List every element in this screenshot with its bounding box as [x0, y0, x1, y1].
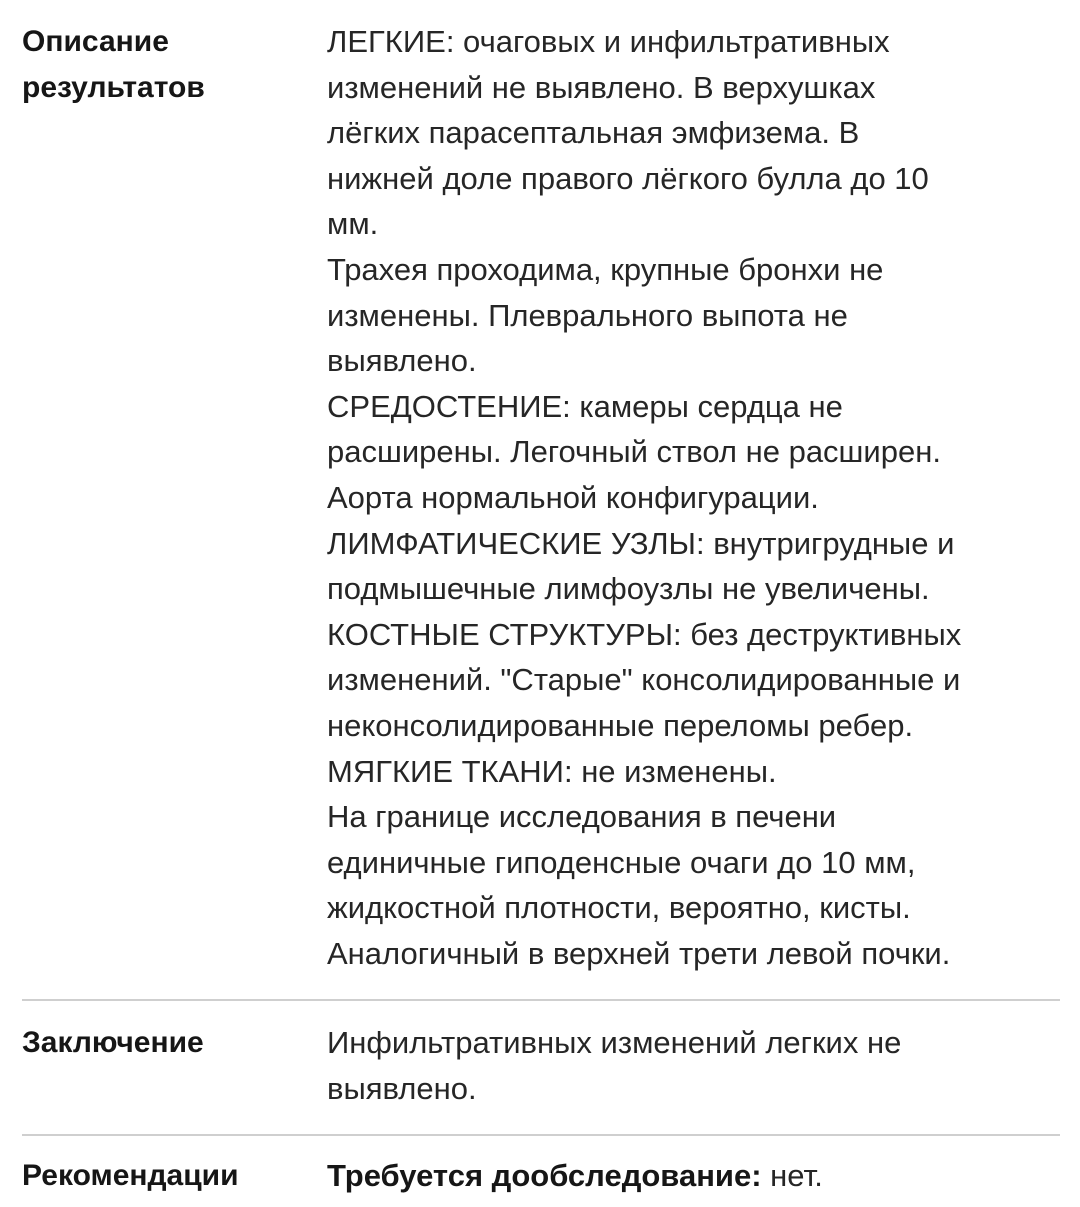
- description-line: ЛИМФАТИЧЕСКИЕ УЗЛЫ: внутригрудные и: [327, 525, 955, 561]
- description-line: мм.: [327, 206, 379, 242]
- recommendations-row: [22, 1134, 1060, 1199]
- description-line: неконсолидированные переломы ребер.: [327, 707, 914, 743]
- description-line: нижней доле правого лёгкого булла до 10: [327, 160, 929, 196]
- recommendations-text: [327, 1153, 1060, 1199]
- conclusion-text: [327, 1020, 1060, 1111]
- conclusion-label: Заключение: [22, 1026, 204, 1060]
- description-line: выявлено.: [327, 343, 477, 379]
- conclusion-row: [22, 999, 1060, 1133]
- description-row: [22, 0, 1060, 999]
- recommendations-label: Рекомендации: [22, 1158, 239, 1192]
- description-line: На границе исследования в печени: [327, 799, 837, 835]
- description-line: Аналогичный в верхней трети левой почки.: [327, 935, 951, 971]
- conclusion-line: Инфильтративных изменений легких не: [327, 1025, 902, 1061]
- description-text: [327, 19, 1060, 976]
- description-line: изменений. "Старые" консолидированные и: [327, 662, 961, 698]
- description-line: изменены. Плеврального выпота не: [327, 297, 848, 333]
- description-line: изменений не выявлено. В верхушках: [327, 69, 876, 105]
- description-line: подмышечные лимфоузлы не увеличены.: [327, 571, 930, 607]
- description-line: СРЕДОСТЕНИЕ: камеры сердца не: [327, 388, 843, 424]
- recommendations-value: нет.: [761, 1157, 823, 1193]
- description-label-line: результатов: [22, 70, 205, 104]
- description-line: ЛЕГКИЕ: очаговых и инфильтративных: [327, 24, 890, 59]
- recommendations-strong: Требуется дообследование:: [327, 1157, 762, 1193]
- description-line: Аорта нормальной конфигурации.: [327, 479, 819, 515]
- description-line: единичные гиподенсные очаги до 10 мм,: [327, 844, 916, 880]
- description-label: [22, 19, 327, 110]
- description-line: жидкостной плотности, вероятно, кисты.: [327, 890, 911, 926]
- description-line: расширены. Легочный ствол не расширен.: [327, 434, 941, 470]
- description-label-line: Описание: [22, 25, 169, 58]
- description-line: МЯГКИЕ ТКАНИ: не изменены.: [327, 753, 777, 789]
- description-line: лёгких парасептальная эмфизема. В: [327, 115, 860, 151]
- conclusion-line: выявлено.: [327, 1071, 477, 1107]
- description-line: Трахея проходима, крупные бронхи не: [327, 251, 884, 287]
- description-line: КОСТНЫЕ СТРУКТУРЫ: без деструктивных: [327, 616, 962, 652]
